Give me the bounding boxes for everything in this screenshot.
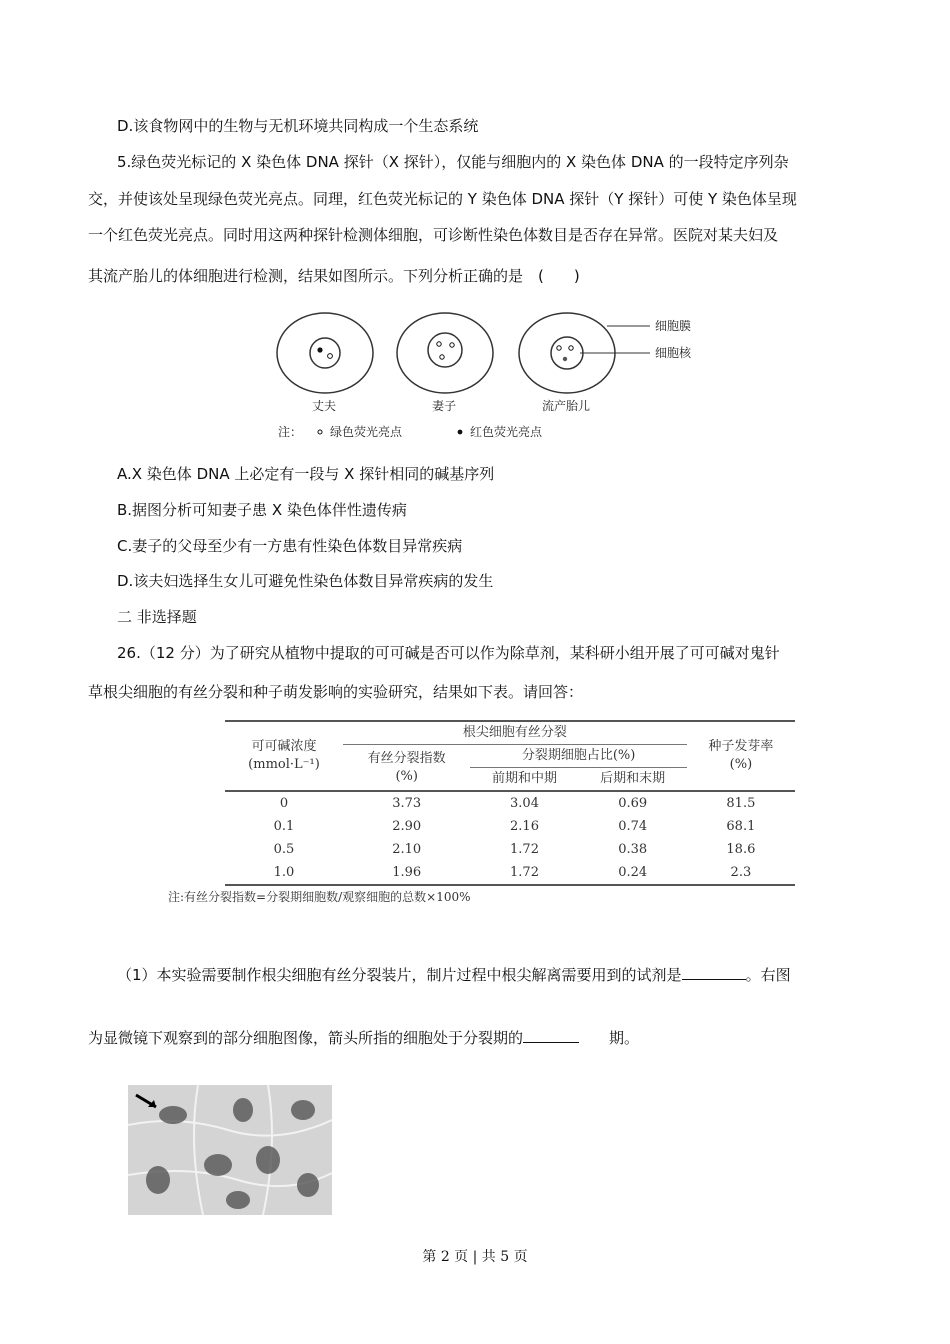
table-row [225, 791, 795, 815]
fluorescent-dots [317, 342, 573, 361]
cell-label: 丈夫 [312, 399, 337, 413]
q26-line: 26.（12 分）为了研究从植物中提取的可可碱是否可以作为除草剂，某科研小组开展了可可碱对鬼针 [117, 644, 780, 662]
microscope-image [128, 1085, 332, 1215]
q5-line: 其流产胎儿的体细胞进行检测，结果如图所示。下列分析正确的是 ( ) [88, 267, 580, 285]
q5-option-c: C.妻子的父母至少有一方患有性染色体数目异常疾病 [117, 537, 463, 555]
cell: 0.74 [618, 819, 648, 834]
q5-line: 5.绿色荧光标记的 X 染色体 DNA 探针（X 探针），仅能与细胞内的 X 染色体 DNA 的一段特定序列杂 [117, 153, 789, 171]
q5-option-b: B.据图分析可知妻子患 X 染色体伴性遗传病 [117, 501, 407, 519]
header-germ: 种子发芽率 [708, 739, 774, 754]
header-germ-unit: (%) [729, 757, 753, 772]
header-ratio: 分裂期细胞占比(%) [470, 745, 686, 768]
cell: 3.73 [392, 796, 422, 811]
label-nucleus: 细胞核 [655, 346, 692, 360]
header-index-unit: (%) [395, 768, 418, 784]
cell: 0.24 [579, 861, 687, 885]
cell: 2.10 [392, 842, 422, 857]
cell: 68.1 [726, 819, 756, 834]
label-membrane: 细胞膜 [655, 319, 692, 333]
header-group: 根尖细胞有丝分裂 [343, 721, 687, 745]
green-dot-icon [318, 430, 322, 434]
header-conc-unit: (mmol·L⁻¹) [248, 757, 320, 772]
cell-label: 流产胎儿 [542, 399, 591, 413]
cell: 2.16 [510, 819, 539, 834]
q5-option-d: D.该夫妇选择生女儿可避免性染色体数目异常疾病的发生 [117, 572, 494, 590]
cell: 2.90 [392, 819, 422, 834]
cell: 0.69 [618, 796, 648, 811]
cell: 0 [279, 796, 289, 811]
cell: 0.38 [618, 842, 648, 857]
cell: 3.04 [510, 796, 539, 811]
cell: 1.72 [510, 842, 539, 857]
q26-sub1-text: 。右图 [745, 966, 791, 984]
q26-sub1-line2 [88, 1028, 868, 1048]
q26-sub1-text: （1）本实验需要制作根尖细胞有丝分裂装片，制片过程中根尖解离需要用到的试剂是 [117, 966, 682, 984]
cell: 1.72 [470, 861, 578, 885]
cell: 18.6 [726, 842, 756, 857]
table-row [225, 861, 795, 885]
cell: 81.5 [726, 796, 756, 811]
q26-line: 草根尖细胞的有丝分裂和种子萌发影响的实验研究，结果如下表。请回答： [88, 683, 584, 701]
cell: 1.96 [343, 861, 470, 885]
red-dot-icon [458, 430, 463, 435]
answer-blank-phase[interactable] [523, 1028, 579, 1043]
table-row [225, 815, 795, 838]
q5-line: 交，并使该处呈现绿色荧光亮点。同理，红色荧光标记的 Y 染色体 DNA 探针（Y 探针）可使 Y 染色体呈现 [88, 190, 797, 208]
section-title: 二 非选择题 [117, 608, 197, 626]
cell: 2.3 [687, 861, 795, 885]
cell: 0.1 [273, 819, 295, 834]
q26-sub1-text: 期。 [609, 1029, 640, 1047]
cell: 0.5 [273, 842, 295, 857]
table-note: 注:有丝分裂指数=分裂期细胞数/观察细胞的总数×100% [168, 890, 471, 904]
page-footer: 第 2 页 | 共 5 页 [422, 1249, 528, 1265]
results-table [225, 720, 795, 886]
header-early: 前期和中期 [470, 768, 578, 792]
q26-sub1-line1 [117, 965, 897, 985]
answer-blank-reagent[interactable] [682, 965, 746, 980]
q26-sub1-text: 为显微镜下观察到的部分细胞图像，箭头所指的细胞处于分裂期的 [88, 1029, 524, 1047]
legend-green: 绿色荧光亮点 [330, 425, 403, 439]
cell: 1.0 [225, 861, 343, 885]
q5-option-a: A.X 染色体 DNA 上必定有一段与 X 探针相同的碱基序列 [117, 465, 495, 483]
q5-line: 一个红色荧光亮点。同时用这两种探针检测体细胞，可诊断性染色体数目是否存在异常。医院对某夫妇及 [88, 226, 779, 244]
header-index: 有丝分裂指数 [367, 750, 446, 766]
cell-diagram [270, 298, 720, 443]
table-row [225, 838, 795, 861]
cell-label: 妻子 [432, 399, 457, 413]
header-conc: 可可碱浓度 [251, 739, 317, 754]
legend-red: 红色荧光亮点 [470, 425, 543, 439]
legend-note: 注： [278, 425, 303, 439]
header-late: 后期和末期 [579, 768, 687, 792]
q4-option-d: D.该食物网中的生物与无机环境共同构成一个生态系统 [117, 117, 479, 135]
